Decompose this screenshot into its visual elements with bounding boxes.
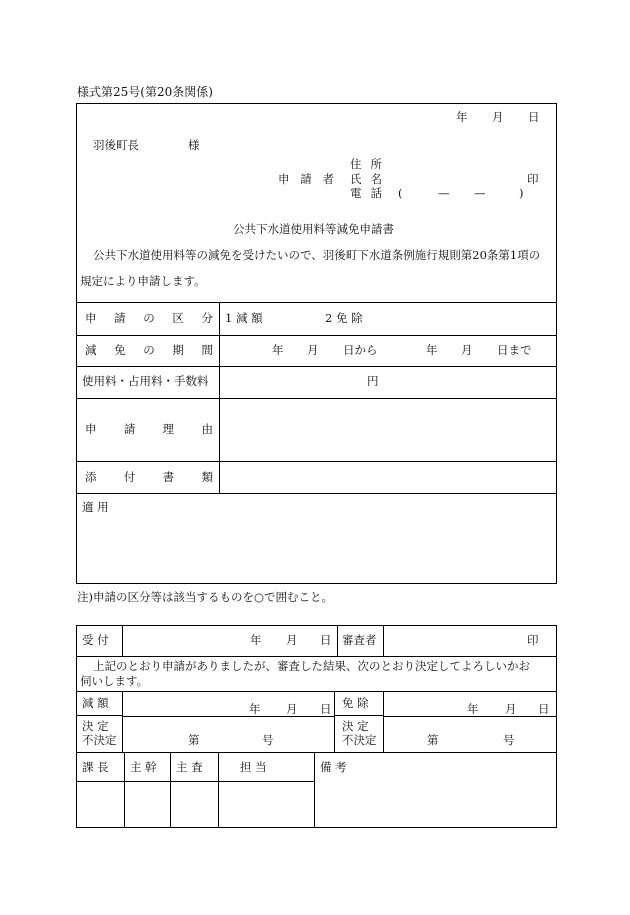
phone-open: (	[398, 186, 403, 200]
approver-examiner: 主 査	[176, 760, 203, 774]
option-reduction[interactable]: 1 減 額	[225, 311, 263, 325]
phone-label: 電 話	[350, 186, 382, 200]
number-prefix-b: 第	[427, 733, 439, 747]
fee-unit: 円	[367, 374, 379, 388]
period-label: 減 免 の 期 間	[85, 343, 213, 357]
note-text: 注)申請の区分等は該当するものを○で囲むこと。	[77, 590, 334, 604]
period-end-month: 月	[461, 343, 473, 357]
exemption-month: 月	[505, 702, 517, 716]
decided-label-b: 決 定	[342, 719, 369, 733]
addressee-honorific: 様	[188, 138, 200, 152]
addressee-name: 羽後町長	[93, 138, 139, 152]
fee-label: 使用料・占用料・手数料	[82, 374, 209, 388]
attachments-label: 添 付 書 類	[85, 470, 213, 484]
undecided-label-a: 不決定	[82, 733, 117, 747]
reviewer-seal: 印	[527, 633, 539, 647]
reason-label: 申 請 理 由	[85, 422, 213, 436]
approver-section-chief: 課 長	[82, 760, 109, 774]
reduction-month: 月	[286, 702, 298, 716]
period-start-day: 日から	[343, 343, 378, 357]
date-month: 月	[492, 110, 504, 124]
phone-dash-1: —	[438, 186, 450, 200]
approver-in-charge: 担 当	[240, 760, 267, 774]
body-text-line-2: 規定により申請します。	[80, 274, 206, 288]
date-day: 日	[528, 110, 540, 124]
period-start-month: 月	[307, 343, 319, 357]
phone-dash-2: —	[474, 186, 486, 200]
period-start-year: 年	[272, 343, 284, 357]
reduction-day: 日	[320, 702, 332, 716]
period-end-day: 日まで	[497, 343, 532, 357]
address-label: 住 所	[350, 157, 382, 171]
number-prefix-a: 第	[188, 733, 200, 747]
document-title: 公共下水道使用料等減免申請書	[233, 222, 394, 236]
reduction-year: 年	[249, 702, 261, 716]
period-end-year: 年	[426, 343, 438, 357]
receipt-month: 月	[286, 633, 298, 647]
decided-label-a: 決 定	[82, 719, 109, 733]
number-suffix-b: 号	[503, 733, 515, 747]
number-suffix-a: 号	[262, 733, 274, 747]
applicant-label: 申 請 者	[278, 172, 334, 186]
decision-text-line-1: 上記のとおり申請がありましたが、審査した結果、次のとおり決定してよろしいかお	[93, 659, 530, 673]
approver-senior-staff: 主 幹	[130, 760, 157, 774]
body-text-line-1: 公共下水道使用料等の減免を受けたいので、羽後町下水道条例施行規則第20条第1項の	[93, 248, 541, 262]
undecided-label-b: 不決定	[342, 733, 377, 747]
form-number: 様式第25号(第20条関係)	[77, 85, 213, 99]
reduction-label: 減 額	[82, 696, 109, 710]
name-label: 氏 名	[350, 172, 382, 186]
phone-close: )	[519, 186, 524, 200]
category-label: 申 請 の 区 分	[85, 311, 213, 325]
exemption-year: 年	[467, 702, 479, 716]
decision-text-line-2: 伺いします。	[80, 674, 149, 688]
reviewer-label: 審査者	[342, 633, 377, 647]
receipt-label: 受 付	[82, 633, 109, 647]
receipt-day: 日	[320, 633, 332, 647]
seal-mark: 印	[527, 172, 539, 186]
receipt-year: 年	[250, 633, 262, 647]
remarks-label: 適 用	[82, 500, 109, 514]
option-exemption[interactable]: 2 免 除	[325, 311, 363, 325]
exemption-label: 免 除	[342, 696, 369, 710]
date-year: 年	[456, 110, 468, 124]
exemption-day: 日	[538, 702, 550, 716]
office-remarks-label: 備 考	[320, 760, 347, 774]
